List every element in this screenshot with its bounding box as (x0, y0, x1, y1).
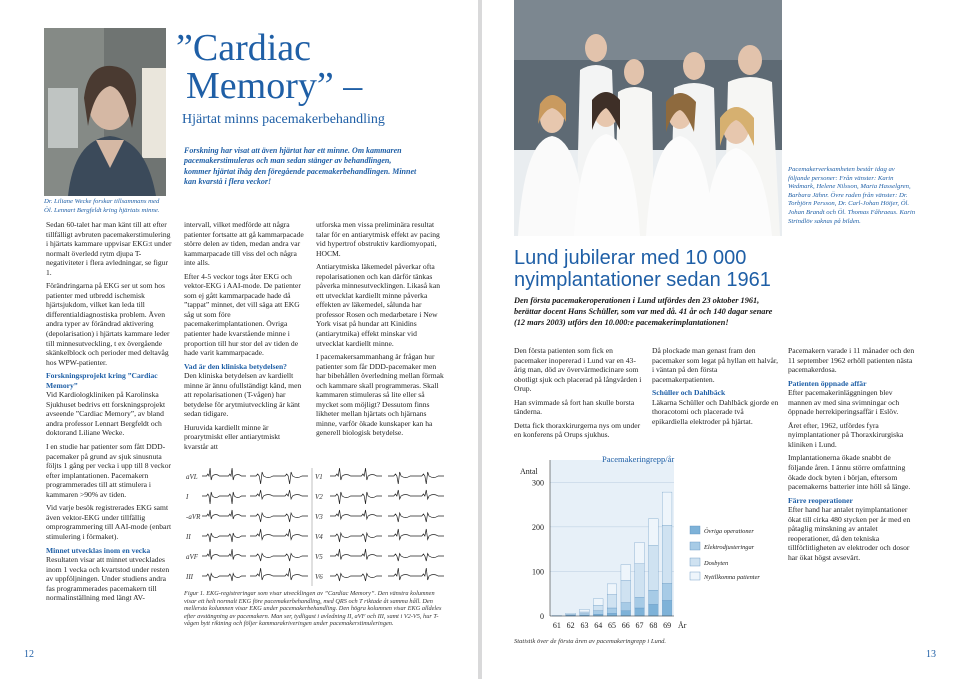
ekg-lead-label: V2 (315, 493, 323, 501)
paragraph: Sedan 60-talet har man känt till att efter tillfälligt avbruten pacemakerstimulering i hjärtats kammare uppvisar EKG:t under normalt överledd rytm djupa T-negativiteter i flera avledningar, se figur 1. (46, 220, 172, 277)
paragraph: Pacemakern varade i 11 månader och den 11 september 1962 erhöll patienten nästa pacemakerdosa. (788, 346, 915, 375)
bar-segment (649, 604, 659, 616)
section-heading: Patienten öppnade affär (788, 378, 867, 388)
bar-segment (662, 583, 672, 600)
legend-swatch (690, 526, 700, 534)
ekg-lead-label: aVL (186, 473, 198, 481)
right-column-1 (514, 346, 642, 440)
x-tick-label: 61 (552, 621, 561, 630)
paragraph: intervall, vilket medförde att några patienter fortsatte att gå kammarpacade större delen av tiden, medan andra var kammarpacade till viss del och några inte alls. (184, 220, 304, 268)
section-heading: Schüller och Dahlbäck (652, 388, 726, 398)
bar-chart (512, 452, 788, 638)
right-column-3 (788, 346, 916, 562)
legend-swatch (690, 572, 700, 580)
ekg-lead-label: V4 (315, 533, 323, 541)
left-column-1 (46, 220, 174, 603)
bar-segment (635, 564, 645, 597)
paragraph: I pacemakersammanhang är frågan hur patienter som får DDD-pacemaker men har bibehållen överledning mellan förmak och kammare skall programmeras. Skall kammaren stimuleras så lite eller så mycket som möjligt? Dessutom finns likheter mellan hjärtats och hjärnans minne, varför ökade kunskaper kan ha generell biologisk betydelse. (316, 352, 444, 438)
section-heading: Färre reoperationer (788, 495, 853, 505)
x-tick-label: 62 (566, 621, 575, 630)
ekg-lead-label: V1 (315, 473, 323, 481)
chart-title: Pacemakeringrepp/år (602, 454, 675, 464)
x-tick-label: 65 (608, 621, 616, 630)
bar-segment (649, 590, 659, 604)
paragraph: Läkarna Schüller och Dahlbäck gjorde en thoracotomi och placerade två epikardiella elektroder på hjärtat. (652, 397, 779, 426)
headline-line1: Lund jubilerar med 10 000 (514, 247, 747, 269)
section-heading: Minnet utvecklas inom en vecka (46, 545, 151, 555)
paragraph: Han svimmade så fort han skulle borsta tänderna. (514, 397, 635, 417)
x-tick-label: 68 (649, 621, 658, 630)
bar-segment (607, 608, 617, 613)
bar-segment (593, 599, 603, 606)
paragraph: Resultaten visar att minnet utvecklades inom 1 vecka och kvartstod under resten av uppföljningen. Under studiens andra fas programmerades pacemakern till normalinställning med längt AV- (46, 555, 170, 603)
paragraph: Den första patienten som fick en pacemaker inopererad i Lund var en 43-årig man, död av övervärmedicinare som obotligt sjuk och placerad på långvården i Orup. (514, 346, 642, 394)
bar-segment (593, 605, 603, 610)
paragraph: I en studie har patienter som fått DDD-pacemaker på grund av sjuk sinusnuta följts 1 gång per vecka i upp till 8 veckor efter implantationen. Pacemakern programmerades till att stimulera i kammaren >90% av tiden. (46, 442, 172, 499)
section-heading: Vad är den kliniska betydelsen? (184, 361, 287, 371)
paragraph: Efter hand har antalet nyimplantationer ökat till cirka 480 stycken per år med en påtaglig minskning av antalet reoperationer, då den tekniska tillförlitligheten av elektroder och dosor har ökat högst avsevärt. (788, 505, 911, 562)
paragraph: Den kliniska betydelsen av kardiellt minne är ännu ofullständigt känd, men att repolarisationen (T-vågen) har betydelse för arytmiutveckling är känt sedan tidigare. (184, 371, 302, 419)
right-column-2 (652, 346, 780, 426)
article-intro: Forskning har visat att även hjärtat har ett minne. Om kammaren pacemakerstimuleras och man sedan stänger av behandlingen, kommer hjärtat ihåg den föregående pacemakerbehandlingen. Minnet kan kvarstå i flera veckor! (184, 146, 417, 186)
article-subtitle: Hjärtat minns pacemakerbehandling (182, 112, 385, 127)
x-axis-label: År (678, 621, 687, 630)
paragraph: Huruvida kardiellt minne är proarytmiskt eller antiarytmiskt kvarstår att (184, 422, 281, 452)
lede: Den första pacemakeroperationen i Lund utfördes den 23 oktober 1961, berättar docent Hans Schüller, som var med då. 41 år och 140 dagar senare (12 mars 2003) utförs den 10.000:e pacemakerimplantationen! (514, 296, 773, 327)
paragraph: Förändringarna på EKG ser ut som hos patienter med utbredd ischemisk hjärtsjukdom, vilket kan leda till differentialdiagnostiska problem. Även andra typer av förändrad aktivering (depolarisation) i hjärtats kammare leder till minnesutveckling, t ex övergående skänkelblock och perioder med deltavåg hos WPW-patienter. (46, 281, 170, 367)
bar-segment (580, 614, 590, 615)
bar-segment (649, 519, 659, 546)
group-photo (514, 0, 782, 236)
chart-caption: Statistik över de första åren av pacemakeringrepp i Lund. (514, 638, 667, 645)
legend-label: Övriga operationer (704, 528, 754, 535)
legend-swatch (690, 558, 700, 566)
paragraph: Antiarytmiska läkemedel påverkar ofta repolarisationen och kan därför tänkas påverka minnesutvecklingen. Likaså kan ett utvecklat kardiellt minne påverka effekten av läkemedel, sålunda har professor Rosen och medarbetare i New York visat på hundar att Kinidins (antiarytmika) effekt minskar vid utvecklat kardiellt minne. (316, 262, 440, 348)
paragraph: Efter 4-5 veckor togs åter EKG och vektor-EKG i AAI-mode. De patienter som ej gått kammarpacade hade då ”tappat” minnet, det vill säga att EKG såg ut som före pacemakerimplantationen. Övriga patienter hade kvarstående minne i proportion till hur stor del av tiden de hade varit kammarpacade. (184, 271, 301, 358)
x-tick-label: 66 (621, 621, 630, 630)
paragraph: Detta fick thoraxkirurgerna nys om under en konferens på Orups sjukhus. (514, 420, 641, 440)
bar-segment (621, 580, 631, 602)
bar-segment (621, 611, 631, 616)
y-axis-label: Antal (520, 467, 538, 476)
right-page (482, 0, 960, 679)
bar-segment (607, 584, 617, 595)
group-image (514, 0, 782, 236)
bar-segment (662, 526, 672, 584)
ekg-background (184, 466, 448, 590)
legend-label: Dosbyten (704, 560, 729, 567)
x-tick-label: 64 (594, 621, 603, 630)
x-tick-label: 69 (663, 621, 672, 630)
legend-swatch (690, 542, 700, 550)
article-title-line2: Memory” – (186, 65, 363, 107)
ekg-lead-label: III (186, 573, 193, 581)
legend-label: Nytillkomna patienter (704, 574, 760, 581)
paragraph: Efter pacemakerinläggningen blev mannen av med sina svimningar och öppnade herrekiperingsaffär i Eslöv. (788, 388, 900, 417)
bar-segment (593, 611, 603, 615)
group-photo-caption: Pacemakerverksamheten består idag av följande personer: Från vänster: Karin Wedmark, Helene Nilsson, Maria Hasselgren, Barbara Jähnr. Övre raden från vänster: Dr. Torbjörn Persson, Dr. Carl-Johan Höijer, Öl. Johan Brandt och Öl. Thomas Fåhraeus. Karin Strindlöv saknas på bilden. (788, 166, 916, 225)
y-tick-label: 200 (532, 522, 544, 532)
ekg-lead-label: V6 (315, 573, 323, 581)
ekg-lead-label: aVF (186, 553, 199, 561)
article-title-line1: ”Cardiac (176, 27, 312, 69)
y-tick-label: 100 (532, 567, 544, 577)
bar-segment (649, 546, 659, 591)
ekg-lead-label: -aVR (186, 513, 201, 521)
bar-segment (580, 612, 590, 614)
bar-segment (621, 603, 631, 611)
page-number: 13 (926, 649, 936, 660)
bar-segment (580, 609, 590, 612)
ekg-lead-label: I (186, 493, 189, 501)
ekg-lead-label: V5 (315, 553, 323, 561)
bar-segment (635, 597, 645, 608)
y-tick-label: 300 (532, 478, 544, 488)
left-column-2 (184, 220, 306, 452)
portrait-image (44, 28, 166, 196)
bar-segment (607, 613, 617, 616)
legend-label: Elektrodjusteringar (704, 544, 755, 551)
x-tick-label: 63 (580, 621, 589, 630)
left-page (0, 0, 478, 679)
paragraph: Då plockade man genast fram den pacemaker som legat på hyllan ett halvår, i väntan på den första pacemakerpatienten. (652, 346, 778, 384)
paragraph: Implantationerna ökade snabbt de följande åren. I ännu större omfattning ökade dock byten i början, eftersom pacemakerns batterier inte höll så länge. (788, 453, 911, 492)
figure-caption: Figur 1. EKG-registreringar som visar utvecklingen av ”Cardiac Memory”. Den vänstra kolumnen visar ett helt normalt EKG före pacemakerbehandling, med QRS och T riktade åt samma håll. Den mellersta kolumnen visar EKG under pacemakerbehandling. Den högra kolumnen visar EKG alldeles efter avstängning av pacemakern. Man ser, tydligast i avledning II, aVF och III, samt i V2-V5, hur T-vågen bytt riktning och följer kammarakriveringen under pacemakerstimuleringen. (184, 590, 442, 628)
ekg-lead-label: II (186, 533, 191, 541)
bar-segment (635, 542, 645, 563)
x-tick-label: 67 (635, 621, 644, 630)
bar-segment (662, 600, 672, 616)
headline-line2: nyimplantationer sedan 1961 (514, 269, 771, 291)
paragraph: Vid Kardiologkliniken på Karolinska Sjukhuset bedrivs ett forskningsprojekt avseende ”Cardiac Memory”, av bland andra professor Lennart Bergfeldt och doktorand Liliane Wecke. (46, 390, 166, 438)
bar-segment (566, 613, 576, 614)
bar-segment (662, 492, 672, 525)
ekg-lead-label: V3 (315, 513, 323, 521)
portrait-caption: Dr. Liliane Wecke forskar tillsammans med Öl. Lennart Bergfeldt kring hjärtats minne. (44, 198, 160, 214)
paragraph: utforska men vissa preliminära resultat talar för en antiarytmisk effekt av pacing vid hypertrof obstruktiv kardiomyopati, HOCM. (316, 220, 440, 258)
bar-segment (621, 565, 631, 581)
section-heading: Forskningsprojekt kring ”Cardiac Memory” (46, 371, 158, 390)
y-tick-label: 0 (540, 612, 544, 621)
bar-segment (607, 595, 617, 608)
page-number: 12 (24, 649, 34, 660)
paragraph: Vid varje besök registrerades EKG samt även vektor-EKG under tillfällig omprogrammering till AAI-mode (enbart stimulering i förmaket). (46, 503, 172, 541)
left-column-3 (316, 220, 444, 438)
paragraph: Året efter, 1962, utfördes fyra nyimplantationer på Thoraxkirurgiska kliniken i Lund. (788, 420, 904, 449)
ekg-figure (184, 466, 448, 590)
bar-segment (635, 608, 645, 616)
portrait-photo (44, 28, 166, 196)
